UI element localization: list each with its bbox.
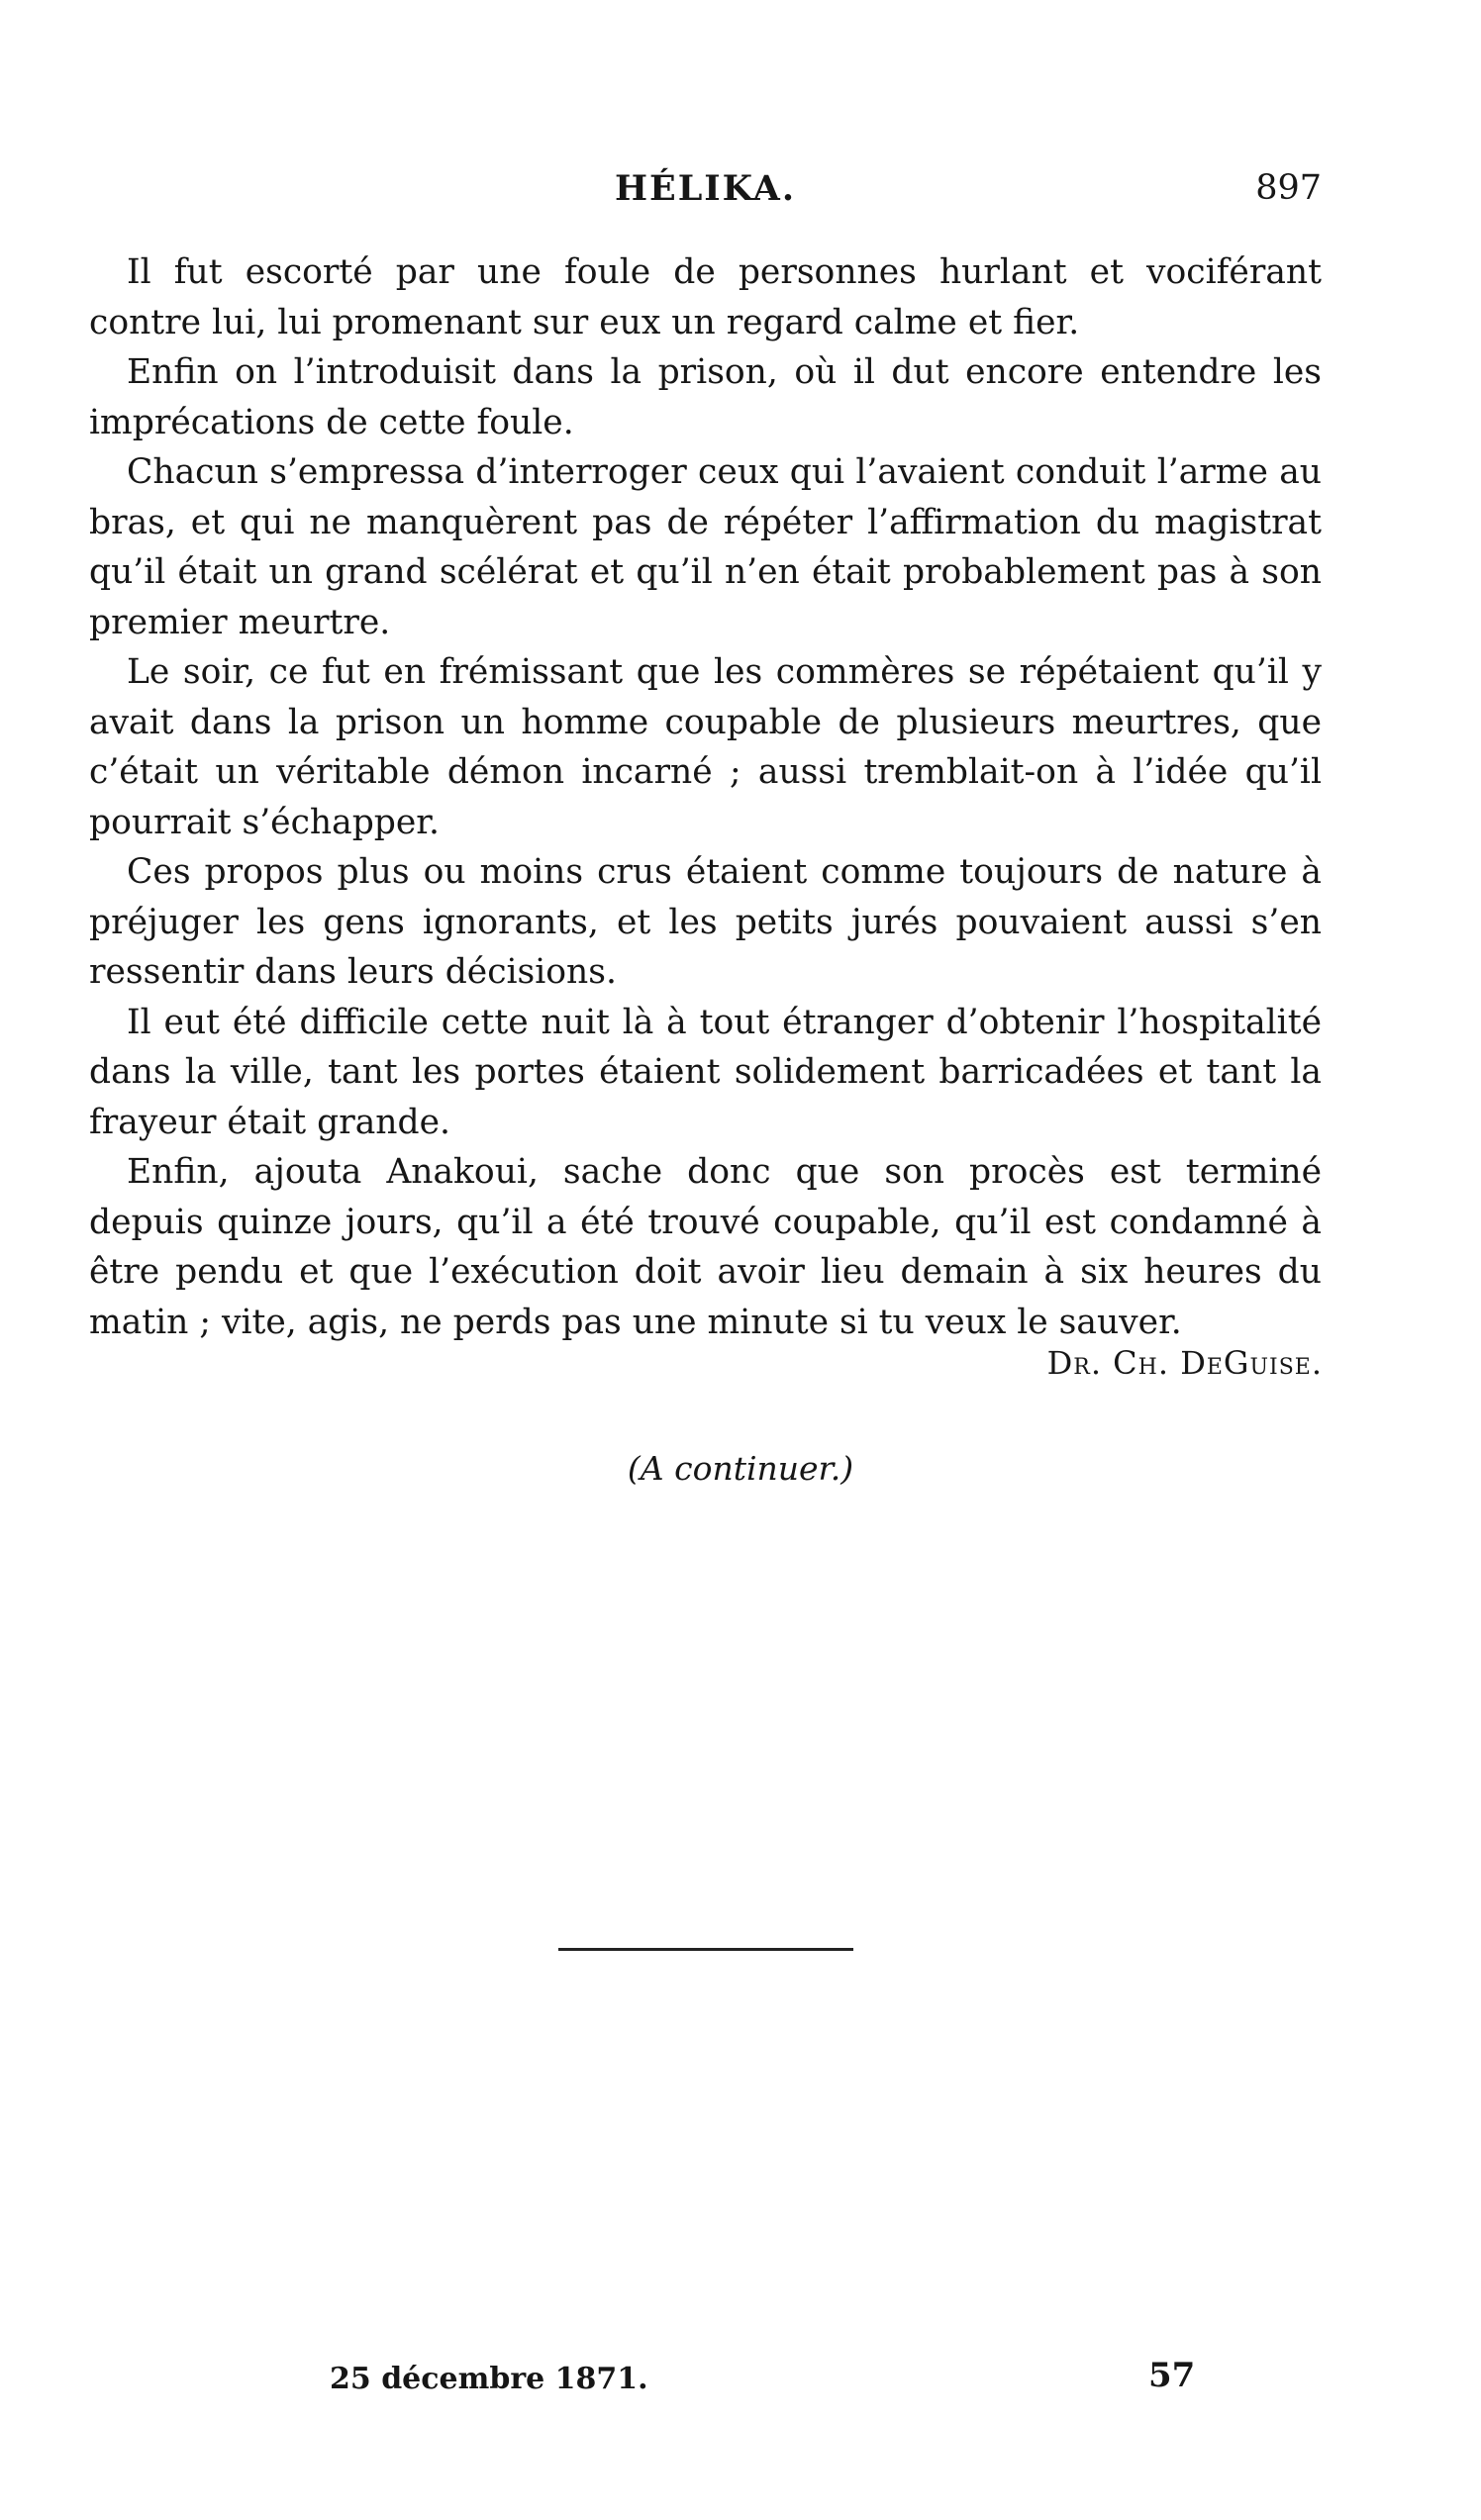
- section-divider: [558, 1948, 853, 1951]
- running-title: HÉLIKA.: [614, 168, 797, 209]
- running-head: [89, 168, 1322, 218]
- paragraph: Ces propos plus ou moins crus étaient comme toujours de nature à préjuger les gens ignorants, et les petits jurés pouvaient aussi s’en ressentir dans leurs décisions.: [89, 852, 1322, 992]
- body-text: [89, 247, 1322, 1347]
- page-number: 897: [1255, 168, 1322, 208]
- paragraph: Enfin, ajouta Anakoui, sache donc que son procès est terminé depuis quinze jours, qu’il a été trouvé coupable, qu’il est condamné à être pendu et que l’exécution doit avoir lieu demain à six heures du matin ; vite, agis, ne perds pas une minute si tu veux le sauver.: [89, 1152, 1322, 1342]
- author-signature: Dr. Ch. DeGuise.: [1046, 1344, 1323, 1382]
- paragraph: Il fut escorté par une foule de personnes hurlant et vociférant contre lui, lui promenant sur eux un regard calme et fier.: [89, 252, 1322, 342]
- paragraph: Enfin on l’introduisit dans la prison, où il dut encore entendre les imprécations de cette foule.: [89, 352, 1322, 442]
- paragraph: Chacun s’empressa d’interroger ceux qui l’avaient conduit l’arme au bras, et qui ne manquèrent pas de répéter l’affirmation du magistrat qu’il était un grand scélérat et qu’il n’en était probablement pas à son premier meurtre.: [89, 452, 1322, 642]
- signature-mark: 57: [1148, 2356, 1196, 2395]
- paragraph: Il eut été difficile cette nuit là à tout étranger d’obtenir l’hospitalité dans la ville, tant les portes étaient solidement barricadées et tant la frayeur était grande.: [89, 1002, 1322, 1142]
- paragraph: Le soir, ce fut en frémissant que les commères se répétaient qu’il y avait dans la prison un homme coupable de plusieurs meurtres, que c’était un véritable démon incarné ; aussi tremblait-on à l’idée qu’il pourrait s’échapper.: [89, 652, 1322, 842]
- continuation-note: (A continuer.): [627, 1449, 854, 1488]
- footer-date: 25 décembre 1871.: [330, 2362, 648, 2396]
